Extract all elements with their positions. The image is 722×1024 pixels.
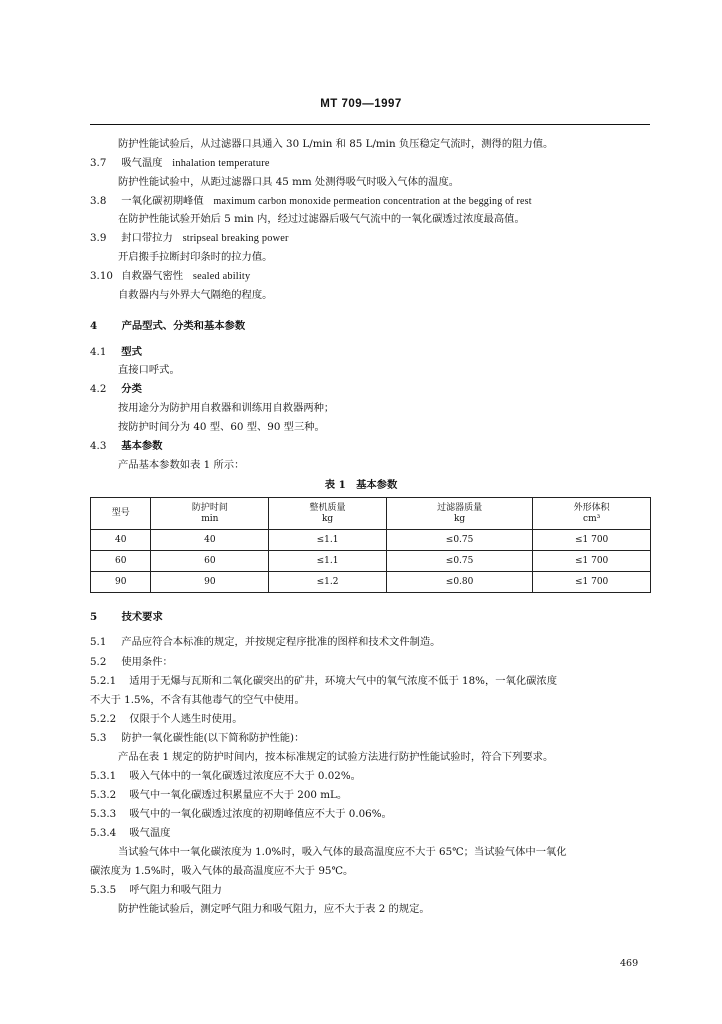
section-number: 5.3.3 [90, 808, 117, 820]
section-body: 仅限于个人逃生时使用。 [129, 713, 243, 725]
section-3-10-heading [90, 269, 660, 284]
table-header-cell: 型号 [91, 498, 151, 530]
paragraph-line: 不大于 1.5%，不含有其他毒气的空气中使用。 [90, 694, 305, 706]
section-title-en: inhalation temperature [172, 158, 270, 169]
paragraph-line: 产品在表 1 规定的防护时间内，按本标准规定的试验方法进行防护性能试验时，符合下列要求。 [118, 751, 554, 763]
table-cell: 40 [91, 530, 151, 551]
table-header-cell: 整机质量 kg [269, 498, 387, 530]
section-4-heading [90, 319, 660, 333]
section-title: 吸气温度 [121, 157, 163, 169]
section-number: 5 [90, 611, 98, 623]
table-cell: ≤1.1 [269, 530, 387, 551]
section-title-en: sealed ability [192, 271, 251, 282]
section-number: 5.2 [90, 656, 107, 668]
table-row [91, 572, 651, 593]
section-body: 使用条件： [121, 656, 173, 668]
table-header-row [91, 498, 651, 530]
section-4-2-heading [90, 382, 660, 396]
paragraph-line: 防护性能试验中，从距过滤器口具 45 mm 处测得吸气时吸入气体的温度。 [118, 176, 460, 188]
paragraph-line: 当试验气体中一氧化碳浓度为 1.0%时，吸入气体的最高温度应不大于 65℃；当试验气体中一氧化 [118, 846, 567, 858]
section-title: 型式 [121, 346, 142, 358]
section-number: 3.7 [90, 157, 107, 169]
table-cell: 40 [151, 530, 269, 551]
section-4-1-heading [90, 345, 660, 359]
section-3-8-heading [90, 194, 660, 209]
section-5-2-2 [90, 712, 660, 726]
table-cell: 90 [91, 572, 151, 593]
section-number: 3.10 [90, 270, 113, 282]
section-5-3 [90, 731, 660, 745]
section-5-3-3 [90, 807, 660, 821]
table-cell: 90 [151, 572, 269, 593]
page-header: MT 709—1997 [320, 98, 402, 110]
basic-parameters-table [90, 497, 651, 593]
section-3-9-heading [90, 231, 660, 246]
table-cell: ≤0.80 [386, 572, 532, 593]
paragraph-line: 按防护时间分为 40 型、60 型、90 型三种。 [118, 421, 325, 433]
table-row [91, 551, 651, 572]
section-title: 产品型式、分类和基本参数 [121, 320, 246, 332]
section-title: 封口带拉力 [121, 232, 173, 244]
table-cell: ≤1 700 [533, 551, 651, 572]
section-body: 呼气阻力和吸气阻力 [129, 884, 222, 896]
section-5-heading [90, 610, 660, 624]
section-body: 防护一氧化碳性能(以下简称防护性能)： [121, 732, 305, 744]
paragraph-line: 防护性能试验后，测定呼气阻力和吸气阻力，应不大于表 2 的规定。 [118, 903, 430, 915]
paragraph-line: 开启搬手拉断封印条时的拉力值。 [118, 251, 273, 263]
section-number: 4.2 [90, 383, 107, 395]
section-number: 3.8 [90, 195, 107, 207]
section-4-3-heading [90, 439, 660, 453]
section-body: 产品应符合本标准的规定，并按规定程序批准的图样和技术文件制造。 [121, 636, 441, 648]
section-number: 5.3.4 [90, 827, 117, 839]
section-body: 吸入气体中的一氧化碳透过浓度应不大于 0.02%。 [129, 770, 361, 782]
section-number: 4.3 [90, 440, 107, 452]
section-title: 分类 [121, 383, 142, 395]
table-cell: ≤1.2 [269, 572, 387, 593]
section-body: 吸气中一氧化碳透过积累量应不大于 200 mL。 [129, 789, 348, 801]
section-title-en: maximum carbon monoxide permeation concentration at the begging of rest [213, 196, 532, 207]
section-5-3-5 [90, 883, 660, 897]
section-5-3-1 [90, 769, 660, 783]
table-caption: 表 1 基本参数 [324, 479, 398, 491]
section-number: 5.1 [90, 636, 107, 648]
section-number: 5.2.1 [90, 675, 117, 687]
page-number: 469 [620, 958, 639, 969]
section-number: 5.3 [90, 732, 107, 744]
paragraph-line: 碳浓度为 1.5%时，吸入气体的最高温度应不大于 95℃。 [90, 865, 354, 877]
section-number: 4 [90, 320, 98, 332]
section-body: 吸气温度 [129, 827, 171, 839]
section-5-3-2 [90, 788, 660, 802]
paragraph-line: 产品基本参数如表 1 所示： [118, 459, 245, 471]
section-5-2-1 [90, 674, 660, 688]
section-number: 4.1 [90, 346, 107, 358]
paragraph-line: 自救器内与外界大气隔绝的程度。 [118, 289, 273, 301]
header-rule [90, 124, 650, 125]
table-header-cell: 防护时间 min [151, 498, 269, 530]
section-number: 5.3.2 [90, 789, 117, 801]
table-cell: ≤0.75 [386, 551, 532, 572]
table-cell: ≤1.1 [269, 551, 387, 572]
section-5-1 [90, 635, 660, 649]
table-cell: 60 [151, 551, 269, 572]
paragraph-line: 防护性能试验后，从过滤器口具通入 30 L/min 和 85 L/min 负压稳定气流时，测得的阻力值。 [118, 138, 554, 150]
table-cell: ≤1 700 [533, 530, 651, 551]
section-body: 适用于无爆与瓦斯和二氧化碳突出的矿井，环境大气中的氧气浓度不低于 18%，一氧化碳浓度 [129, 675, 558, 687]
section-title: 自救器气密性 [121, 270, 184, 282]
paragraph-line: 按用途分为防护用自救器和训练用自救器两种； [118, 402, 335, 414]
section-title: 基本参数 [121, 440, 163, 452]
section-title-en: stripseal breaking power [182, 233, 289, 244]
section-body: 吸气中的一氧化碳透过浓度的初期峰值应不大于 0.06%。 [129, 808, 392, 820]
section-3-7-heading [90, 156, 660, 171]
table-header-cell: 外形体积 cm³ [533, 498, 651, 530]
section-5-2 [90, 655, 660, 669]
paragraph-line: 在防护性能试验开始后 5 min 内，经过过滤器后吸气气流中的一氧化碳透过浓度最高值。 [118, 213, 525, 225]
section-title: 技术要求 [121, 611, 163, 623]
section-5-3-4 [90, 826, 660, 840]
section-number: 5.2.2 [90, 713, 117, 725]
table-cell: ≤1 700 [533, 572, 651, 593]
section-number: 5.3.5 [90, 884, 117, 896]
table-cell: 60 [91, 551, 151, 572]
paragraph-line: 直接口呼式。 [118, 364, 180, 376]
section-number: 3.9 [90, 232, 107, 244]
table-row [91, 530, 651, 551]
section-number: 5.3.1 [90, 770, 117, 782]
table-cell: ≤0.75 [386, 530, 532, 551]
table-header-cell: 过滤器质量 kg [386, 498, 532, 530]
section-title: 一氧化碳初期峰值 [121, 195, 204, 207]
